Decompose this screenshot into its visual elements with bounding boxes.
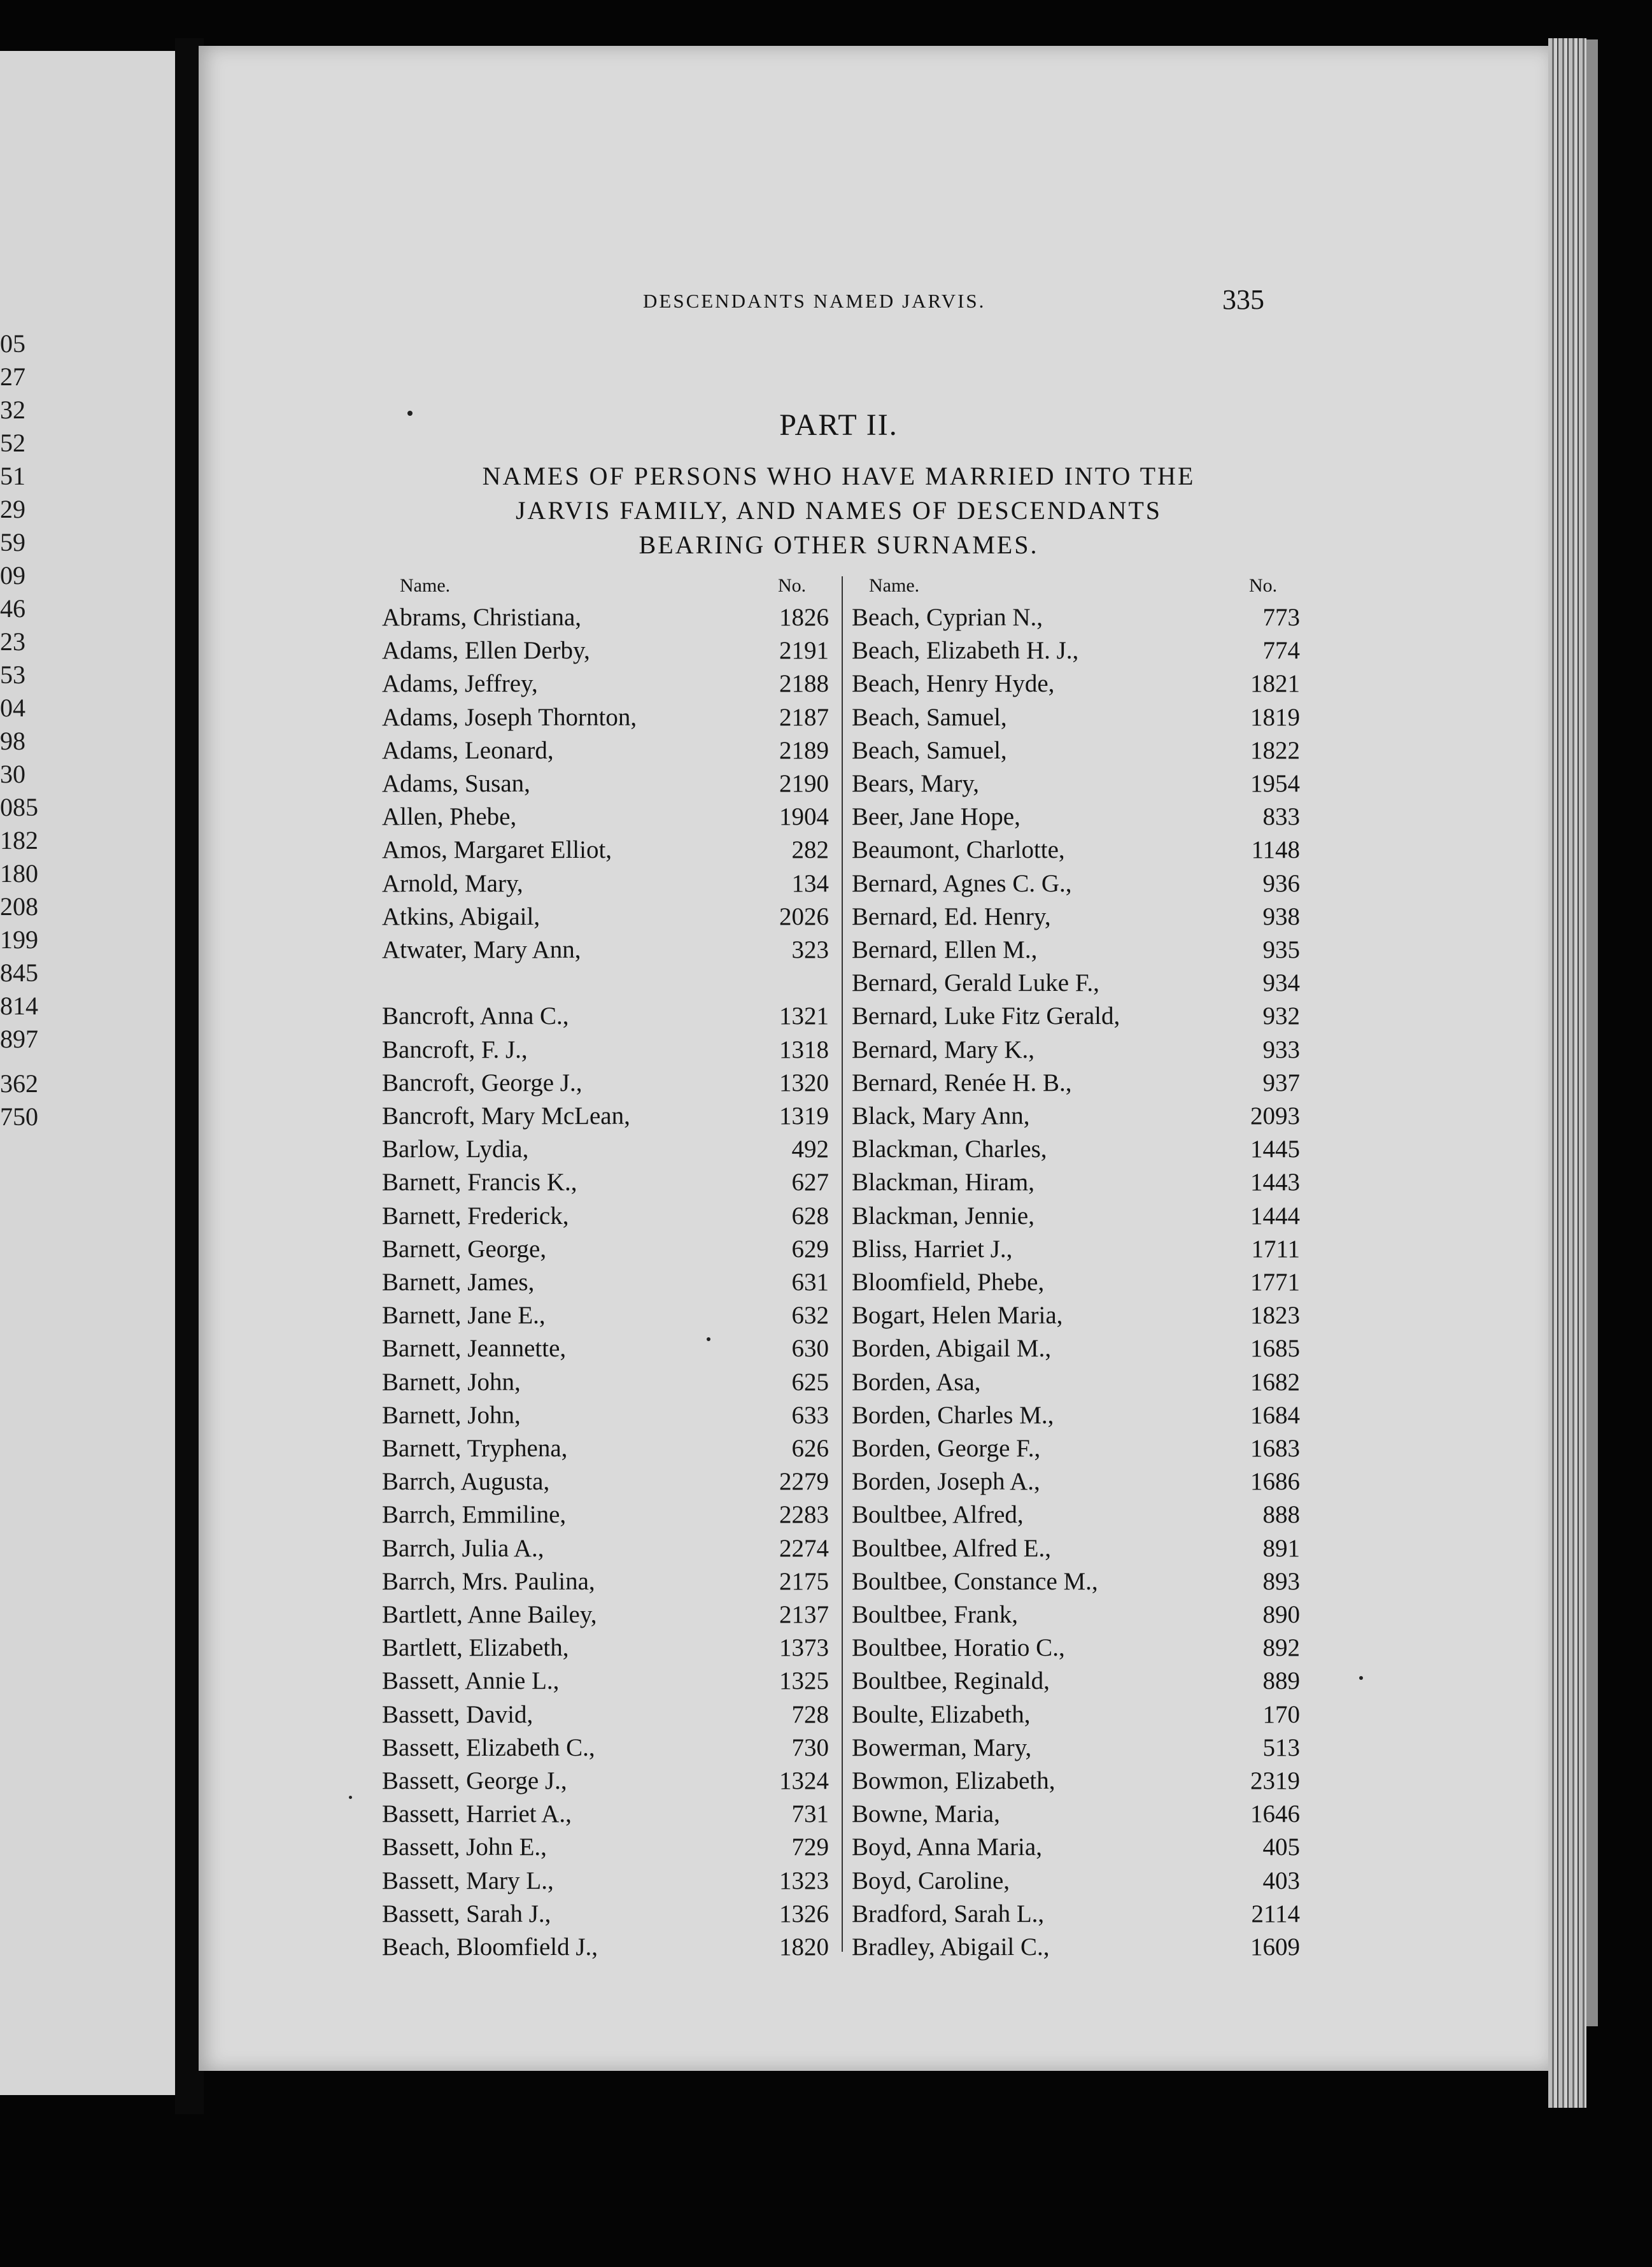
index-entry-name: Barnett, James, (382, 1269, 535, 1296)
index-entry-name: Adams, Ellen Derby, (382, 637, 590, 664)
index-entry-name: Bernard, Mary K., (852, 1036, 1034, 1063)
index-entry-name: Beach, Samuel, (852, 737, 1007, 764)
index-entry-number: 630 (791, 1335, 829, 1362)
index-entry-name: Bowmon, Elizabeth, (852, 1767, 1055, 1794)
index-entry-name: Barnett, Jane E., (382, 1302, 546, 1329)
index-entry-name: Boultbee, Horatio C., (852, 1634, 1065, 1661)
index-entry-number: 633 (791, 1402, 829, 1429)
index-entry-number: 625 (791, 1368, 829, 1396)
index-entry-name: Boultbee, Alfred E., (852, 1535, 1052, 1562)
index-entry-number: 1444 (1250, 1202, 1300, 1230)
facing-page-fragment (0, 51, 175, 2095)
index-entry-name: Bartlett, Elizabeth, (382, 1634, 569, 1661)
index-entry-name: Barlow, Lydia, (382, 1135, 529, 1163)
facing-page-number: 362 (0, 1069, 38, 1098)
index-entry-number: 626 (791, 1435, 829, 1462)
index-entry-name: Borden, Abigail M., (852, 1335, 1052, 1362)
index-entry-number: 1819 (1250, 704, 1300, 731)
index-entry-name: Blackman, Charles, (852, 1135, 1047, 1163)
facing-page-number: 180 (0, 859, 38, 888)
index-entry-number: 2114 (1251, 1900, 1300, 1928)
index-entry-number: 2187 (779, 704, 829, 731)
index-entry-number: 938 (1262, 903, 1300, 930)
index-entry-number: 405 (1262, 1833, 1300, 1861)
index-entry-number: 631 (791, 1269, 829, 1296)
index-entry-name: Bancroft, F. J., (382, 1036, 528, 1063)
index-entry-number: 403 (1262, 1867, 1300, 1894)
index-entry-name: Bernard, Gerald Luke F., (852, 969, 1099, 997)
index-entry-name: Barnett, George, (382, 1235, 547, 1263)
index-entry-number: 2279 (779, 1468, 829, 1495)
index-entry-name: Barnett, Jeannette, (382, 1335, 567, 1362)
facing-page-number: 05 (0, 329, 25, 358)
index-entry-name: Blackman, Hiram, (852, 1169, 1034, 1196)
facing-page-number: 845 (0, 958, 38, 987)
index-entry-number: 891 (1262, 1535, 1300, 1562)
index-entry-name: Beach, Bloomfield J., (382, 1933, 598, 1961)
index-entry-number: 2026 (779, 903, 829, 930)
left-no-header: No. (778, 575, 807, 596)
index-entry-number: 1319 (779, 1102, 829, 1130)
facing-page-number: 30 (0, 760, 25, 788)
index-entry-number: 933 (1262, 1036, 1300, 1063)
page-edges-outer (1586, 39, 1598, 2026)
index-entry-name: Bassett, George J., (382, 1767, 567, 1794)
index-entry-name: Bassett, Harriet A., (382, 1800, 572, 1828)
index-entry-number: 1324 (779, 1767, 829, 1794)
index-entry-name: Bowerman, Mary, (852, 1734, 1032, 1761)
index-entry-number: 729 (791, 1833, 829, 1861)
index-entry-name: Arnold, Mary, (382, 870, 523, 897)
facing-page-number: 52 (0, 429, 25, 457)
running-head: DESCENDANTS NAMED JARVIS. (643, 290, 986, 312)
index-entry-name: Bancroft, George J., (382, 1069, 582, 1097)
index-entry-number: 1148 (1251, 836, 1300, 863)
index-entry-name: Bowne, Maria, (852, 1800, 1000, 1828)
index-entry-number: 2137 (779, 1601, 829, 1628)
index-entry-number: 629 (791, 1235, 829, 1263)
index-entry-name: Barnett, John, (382, 1402, 521, 1429)
facing-page-number: 182 (0, 826, 38, 855)
index-entry-number: 628 (791, 1202, 829, 1230)
index-entry-name: Adams, Jeffrey, (382, 670, 538, 697)
index-entry-name: Abrams, Christiana, (382, 604, 582, 631)
index-entry-name: Barrch, Emmiline, (382, 1501, 567, 1528)
index-entry-name: Bassett, John E., (382, 1833, 547, 1861)
ink-speck (349, 1796, 352, 1799)
index-entry-number: 1954 (1250, 770, 1300, 797)
facing-page-number: 897 (0, 1025, 38, 1053)
index-entry-number: 936 (1262, 870, 1300, 897)
right-no-header: No. (1249, 575, 1278, 596)
index-entry-number: 1609 (1250, 1933, 1300, 1961)
index-entry-name: Boultbee, Constance M., (852, 1568, 1098, 1595)
index-entry-number: 2283 (779, 1501, 829, 1528)
index-entry-number: 890 (1262, 1601, 1300, 1628)
index-entry-number: 833 (1262, 803, 1300, 830)
index-entry-name: Bogart, Helen Maria, (852, 1302, 1063, 1329)
heading-line-1: NAMES OF PERSONS WHO HAVE MARRIED INTO THE (482, 462, 1196, 490)
facing-page-number: 27 (0, 362, 25, 391)
index-entry-number: 1682 (1250, 1368, 1300, 1396)
index-entry-number: 1326 (779, 1900, 829, 1928)
facing-page-number: 04 (0, 693, 25, 722)
index-entry-number: 888 (1262, 1501, 1300, 1528)
index-entry-number: 728 (791, 1701, 829, 1728)
index-entry-name: Bliss, Harriet J., (852, 1235, 1013, 1263)
index-entry-name: Bassett, David, (382, 1701, 533, 1728)
index-entry-number: 627 (791, 1169, 829, 1196)
index-entry-name: Bernard, Luke Fitz Gerald, (852, 1002, 1120, 1030)
facing-page-number: 46 (0, 594, 25, 623)
index-entry-name: Barnett, Frederick, (382, 1202, 569, 1230)
index-entry-name: Amos, Margaret Elliot, (382, 836, 612, 863)
index-entry-name: Bernard, Ellen M., (852, 936, 1038, 963)
index-entry-name: Borden, George F., (852, 1435, 1041, 1462)
index-entry-name: Beaumont, Charlotte, (852, 836, 1065, 863)
index-entry-number: 1684 (1250, 1402, 1300, 1429)
facing-page-number: 98 (0, 727, 25, 755)
index-entry-number: 893 (1262, 1568, 1300, 1595)
index-entry-number: 1771 (1250, 1269, 1300, 1296)
index-entry-name: Boyd, Caroline, (852, 1867, 1010, 1894)
page-edges (1548, 38, 1586, 2108)
right-name-header: Name. (869, 575, 920, 596)
index-entry-name: Barrch, Augusta, (382, 1468, 550, 1495)
index-entry-number: 1686 (1250, 1468, 1300, 1495)
index-entry-name: Beach, Elizabeth H. J., (852, 637, 1079, 664)
index-entry-name: Bassett, Elizabeth C., (382, 1734, 595, 1761)
index-entry-name: Beach, Samuel, (852, 704, 1007, 731)
index-entry-number: 1822 (1250, 737, 1300, 764)
index-entry-name: Bradford, Sarah L., (852, 1900, 1045, 1928)
index-entry-name: Barnett, Tryphena, (382, 1435, 568, 1462)
heading-line-2: JARVIS FAMILY, AND NAMES OF DESCENDANTS (515, 496, 1162, 525)
index-entry-name: Bradley, Abigail C., (852, 1933, 1050, 1961)
index-entry-name: Boyd, Anna Maria, (852, 1833, 1042, 1861)
left-name-header: Name. (400, 575, 451, 596)
index-entry-number: 1443 (1250, 1169, 1300, 1196)
index-entry-number: 323 (791, 936, 829, 963)
index-entry-number: 932 (1262, 1002, 1300, 1030)
facing-page-number: 53 (0, 660, 25, 689)
index-entry-number: 935 (1262, 936, 1300, 963)
index-entry-number: 1325 (779, 1667, 829, 1695)
index-entry-name: Adams, Joseph Thornton, (382, 704, 637, 731)
index-entry-number: 774 (1262, 637, 1300, 664)
index-entry-name: Barnett, Francis K., (382, 1169, 577, 1196)
facing-page-number: 09 (0, 561, 25, 590)
index-entry-number: 1646 (1250, 1800, 1300, 1828)
index-entry-name: Borden, Joseph A., (852, 1468, 1040, 1495)
index-entry-number: 513 (1262, 1734, 1300, 1761)
facing-page-number: 208 (0, 892, 38, 921)
index-entry-number: 2190 (779, 770, 829, 797)
index-entry-number: 889 (1262, 1667, 1300, 1695)
heading-line-3: BEARING OTHER SURNAMES. (639, 530, 1039, 559)
index-entry-name: Beach, Cyprian N., (852, 604, 1043, 631)
facing-page-number: 814 (0, 991, 38, 1020)
index-entry-number: 934 (1262, 969, 1300, 997)
index-entry-number: 1318 (779, 1036, 829, 1063)
index-entry-name: Boulte, Elizabeth, (852, 1701, 1031, 1728)
column-divider (842, 576, 843, 1952)
index-entry-number: 1320 (779, 1069, 829, 1097)
index-entry-name: Bassett, Sarah J., (382, 1900, 551, 1928)
index-entry-number: 731 (791, 1800, 829, 1828)
index-entry-name: Bernard, Ed. Henry, (852, 903, 1051, 930)
index-entry-number: 170 (1262, 1701, 1300, 1728)
index-entry-number: 492 (791, 1135, 829, 1163)
index-entry-number: 937 (1262, 1069, 1300, 1097)
index-entry-name: Bartlett, Anne Bailey, (382, 1601, 597, 1628)
index-entry-number: 282 (791, 836, 829, 863)
part-title: PART II. (779, 408, 898, 442)
index-entry-name: Adams, Leonard, (382, 737, 554, 764)
index-entry-number: 1445 (1250, 1135, 1300, 1163)
facing-page-number: 51 (0, 462, 25, 490)
index-entry-name: Black, Mary Ann, (852, 1102, 1030, 1130)
index-entry-number: 2175 (779, 1568, 829, 1595)
index-entry-name: Bancroft, Mary McLean, (382, 1102, 630, 1130)
index-entry-name: Borden, Asa, (852, 1368, 981, 1396)
index-entry-number: 2319 (1250, 1767, 1300, 1794)
index-entry-name: Bancroft, Anna C., (382, 1002, 569, 1030)
facing-page-number: 750 (0, 1102, 38, 1131)
facing-page-number: 085 (0, 793, 38, 821)
index-entry-number: 1711 (1251, 1235, 1300, 1263)
index-entry-name: Boultbee, Alfred, (852, 1501, 1024, 1528)
index-entry-name: Barrch, Mrs. Paulina, (382, 1568, 595, 1595)
index-entry-number: 1823 (1250, 1302, 1300, 1329)
index-entry-name: Bassett, Mary L., (382, 1867, 554, 1894)
index-entry-name: Atwater, Mary Ann, (382, 936, 581, 963)
facing-page-number: 29 (0, 495, 25, 523)
index-entry-number: 1373 (779, 1634, 829, 1661)
facing-page-number: 23 (0, 627, 25, 656)
index-entry-name: Beer, Jane Hope, (852, 803, 1020, 830)
index-entry-number: 730 (791, 1734, 829, 1761)
index-entry-name: Barnett, John, (382, 1368, 521, 1396)
index-entry-number: 1321 (779, 1002, 829, 1030)
index-entry-name: Bernard, Agnes C. G., (852, 870, 1072, 897)
index-entry-number: 1904 (779, 803, 829, 830)
index-entry-name: Bloomfield, Phebe, (852, 1269, 1045, 1296)
index-entry-name: Bears, Mary, (852, 770, 979, 797)
ink-speck (1359, 1676, 1363, 1680)
page-number: 335 (1222, 284, 1264, 315)
index-entry-name: Bernard, Renée H. B., (852, 1069, 1072, 1097)
index-entry-number: 1821 (1250, 670, 1300, 697)
index-entry-number: 1820 (779, 1933, 829, 1961)
index-entry-name: Atkins, Abigail, (382, 903, 540, 930)
index-entry-number: 2274 (779, 1535, 829, 1562)
index-entry-number: 134 (791, 870, 829, 897)
index-entry-name: Beach, Henry Hyde, (852, 670, 1055, 697)
index-entry-name: Barrch, Julia A., (382, 1535, 544, 1562)
index-entry-number: 773 (1262, 604, 1300, 631)
facing-page-number: 32 (0, 395, 25, 424)
index-entry-number: 1683 (1250, 1435, 1300, 1462)
index-entry-number: 632 (791, 1302, 829, 1329)
index-entry-number: 1323 (779, 1867, 829, 1894)
facing-page-number: 59 (0, 528, 25, 557)
index-entry-name: Allen, Phebe, (382, 803, 517, 830)
index-entry-number: 2191 (779, 637, 829, 664)
ink-speck (707, 1337, 710, 1341)
index-entry-name: Boultbee, Reginald, (852, 1667, 1050, 1695)
facing-page-number: 199 (0, 925, 38, 954)
index-entry-number: 2093 (1250, 1102, 1300, 1130)
index-entry-number: 1826 (779, 604, 829, 631)
index-entry-name: Blackman, Jennie, (852, 1202, 1034, 1230)
index-entry-number: 2189 (779, 737, 829, 764)
index-entry-name: Bassett, Annie L., (382, 1667, 560, 1695)
ink-speck (407, 411, 413, 416)
index-entry-number: 892 (1262, 1634, 1300, 1661)
index-entry-number: 1685 (1250, 1335, 1300, 1362)
index-entry-number: 2188 (779, 670, 829, 697)
index-entry-name: Boultbee, Frank, (852, 1601, 1019, 1628)
index-entry-name: Borden, Charles M., (852, 1402, 1054, 1429)
index-entry-name: Adams, Susan, (382, 770, 530, 797)
